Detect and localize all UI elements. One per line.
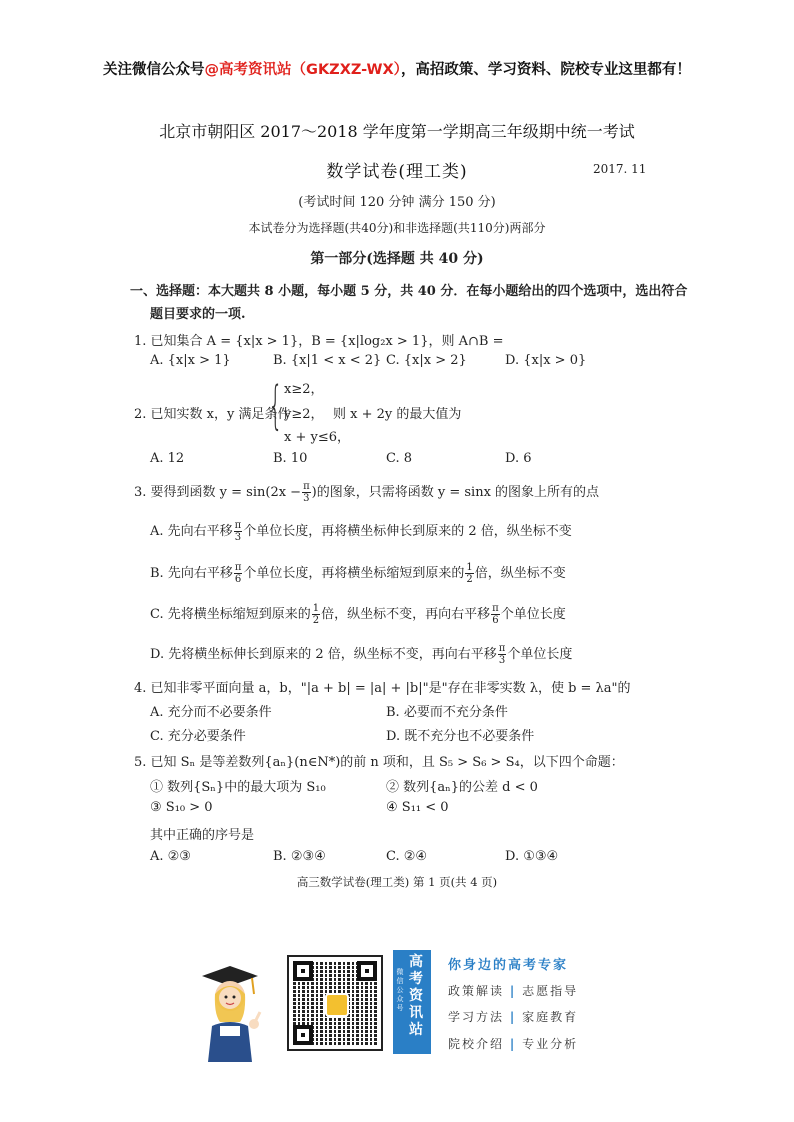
brand-wechat-label: 微 信 公 众 号 [396, 968, 404, 1012]
q1-option-d[interactable]: D. {x|x > 0} [505, 353, 587, 368]
exam-subject: 数学试卷(理工类) [326, 162, 468, 182]
q2-brace: { [268, 376, 283, 436]
banner-suffix: ，高招政策、学习资料、院校专业这里都有！ [400, 62, 691, 78]
q5-proposition-3: ③ S₁₀ > 0 [150, 800, 213, 815]
qr-code-icon[interactable] [287, 955, 383, 1051]
q2-stem-pre: 2. 已知实数 x，y 满足条件 [134, 407, 291, 422]
q2-option-c[interactable]: C. 8 [386, 451, 413, 466]
q3-option-c[interactable]: C. 先将横坐标缩短到原来的 $\frac{1}{2}$ 倍，纵坐标不变，再向右平移 $\frac{\pi}{6}$ 个单位长度 [150, 603, 566, 626]
ad-policy: 政策解读 [448, 984, 505, 998]
q2-option-a[interactable]: A. 12 [150, 451, 185, 466]
brand-name-vertical: 高 考 资 讯 站 [409, 954, 423, 1038]
q1-stem: 1. 已知集合 A = {x|x > 1}，B = {x|log₂x > 1}，则 A∩B = [134, 334, 504, 349]
ad-major-analysis: 专业分析 [522, 1037, 579, 1051]
q3-fraction-pi-3: $\frac{\pi}{3}$ [303, 481, 310, 504]
ad-study-method: 学习方法 [448, 1010, 505, 1024]
ad-slogan: 你身边的高考专家 [448, 958, 569, 973]
q3-option-a[interactable]: A. 先向右平移 $\frac{\pi}{3}$ 个单位长度，再将横坐标伸长到原来的 2 倍，纵坐标不变 [150, 520, 572, 543]
q2-stem-post: 则 x + 2y 的最大值为 [333, 407, 462, 422]
ad-application-guide: 志愿指导 [522, 984, 579, 998]
q4-option-d[interactable]: D. 既不充分也不必要条件 [386, 729, 535, 744]
q4-stem: 4. 已知非零平面向量 a，b，"|a + b| = |a| + |b|"是"存在非零实数 λ，使 b = λa"的 [134, 681, 631, 696]
banner-prefix: 关注微信公众号 [103, 62, 205, 78]
q3-option-d[interactable]: D. 先将横坐标伸长到原来的 2 倍，纵坐标不变，再向右平移 $\frac{\pi}{3}$ 个单位长度 [150, 643, 573, 666]
instructions-line1: 一、选择题：本大题共 8 小题，每小题 5 分，共 40 分．在每小题给出的四个选项中，选出符合 [130, 284, 688, 299]
top-banner [0, 58, 794, 79]
exam-title: 北京市朝阳区 2017～2018 学年度第一学期高三年级期中统一考试 [159, 122, 635, 141]
q5-option-d[interactable]: D. ①③④ [505, 849, 559, 864]
q3-stem-pre: 3. 要得到函数 y = sin(2x − [134, 485, 302, 500]
q5-option-a[interactable]: A. ②③ [150, 849, 191, 864]
q2-option-d[interactable]: D. 6 [505, 451, 532, 466]
parts-info: 本试卷分为选择题(共40分)和非选择题(共110分)两部分 [248, 221, 546, 235]
q4-option-b[interactable]: B. 必要而不充分条件 [386, 705, 508, 720]
q5-ask: 其中正确的序号是 [150, 828, 255, 843]
q3-stem [134, 481, 599, 504]
q5-stem: 5. 已知 Sₙ 是等差数列{aₙ}(n∈N*)的前 n 项和，且 S₅ > S₆ > S₄，以下四个命题： [134, 755, 624, 770]
q2-cond3: x + y≤6， [284, 430, 350, 445]
q4-option-a[interactable]: A. 充分而不必要条件 [150, 705, 272, 720]
ad-line-2: 学习方法 | 家庭教育 [448, 1010, 579, 1024]
ad-line-3: 院校介绍 | 专业分析 [448, 1037, 579, 1051]
ad-line-1: 政策解读 | 志愿指导 [448, 984, 579, 998]
ad-family-education: 家庭教育 [522, 1010, 579, 1024]
q5-proposition-1: ① 数列{Sₙ}中的最大项为 S₁₀ [150, 780, 326, 795]
q2-cond1: x≥2， [284, 382, 324, 397]
q5-option-c[interactable]: C. ②④ [386, 849, 428, 864]
exam-date: 2017. 11 [593, 162, 647, 176]
q1-option-a[interactable]: A. {x|x > 1} [150, 353, 231, 368]
time-info: (考试时间 120 分钟 满分 150 分) [298, 195, 496, 210]
q1-option-b[interactable]: B. {x|1 < x < 2} [273, 353, 382, 368]
q3-option-b[interactable]: B. 先向右平移 $\frac{\pi}{6}$ 个单位长度，再将横坐标缩短到原来的 $\frac{1}{2}$ 倍，纵坐标不变 [150, 562, 566, 585]
q2-cond2: y≥2， [284, 407, 324, 422]
q5-proposition-2: ② 数列{aₙ}的公差 d < 0 [386, 780, 538, 795]
brand-vertical-bar [393, 950, 431, 1054]
section-heading: 第一部分(选择题 共 40 分) [310, 251, 484, 267]
q4-option-c[interactable]: C. 充分必要条件 [150, 729, 246, 744]
page-footer: 高三数学试卷(理工类) 第 1 页(共 4 页) [296, 875, 498, 889]
q5-proposition-4: ④ S₁₁ < 0 [386, 800, 449, 815]
instructions-line2: 题目要求的一项. [150, 307, 246, 322]
q3-stem-post: )的图象，只需将函数 y = sinx 的图象上所有的点 [311, 485, 600, 500]
graduate-mascot-icon [190, 966, 270, 1062]
q1-option-c[interactable]: C. {x|x > 2} [386, 353, 467, 368]
ad-school-intro: 院校介绍 [448, 1037, 505, 1051]
banner-account-highlight[interactable]: @高考资讯站（GKZXZ-WX） [204, 62, 401, 78]
q5-option-b[interactable]: B. ②③④ [273, 849, 326, 864]
q2-option-b[interactable]: B. 10 [273, 451, 308, 466]
